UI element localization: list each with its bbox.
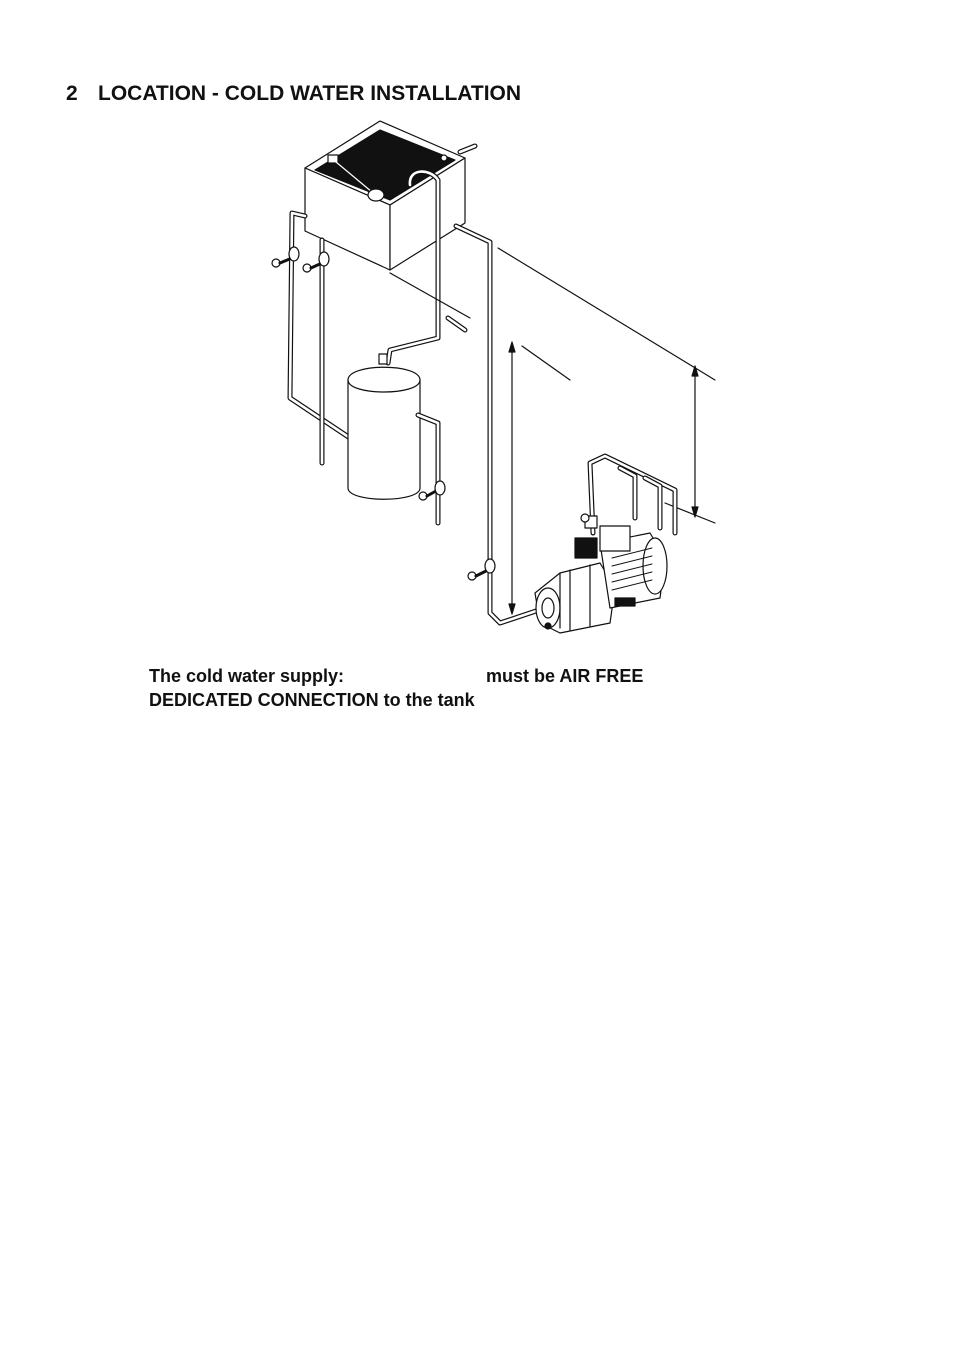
note-dedicated-connection: DEDICATED CONNECTION to the tank	[149, 690, 475, 710]
note-air-free: must be AIR FREE	[486, 666, 644, 686]
pump	[535, 514, 667, 633]
note-supply-label: The cold water supply:	[149, 666, 345, 686]
expansion-vessel	[348, 354, 420, 499]
installation-notes	[149, 664, 644, 712]
vessel-outlet-pipe	[418, 415, 438, 523]
installation-diagram	[260, 118, 730, 643]
section-heading	[66, 82, 521, 106]
dimension-line-upper	[498, 248, 715, 380]
pump-feed-pipe	[456, 226, 545, 623]
note-line-1	[149, 664, 644, 688]
float-ball	[368, 189, 384, 201]
dimension-line-mid	[390, 273, 470, 318]
section-title: LOCATION - COLD WATER INSTALLATION	[98, 82, 522, 105]
section-number: 2	[66, 82, 78, 105]
